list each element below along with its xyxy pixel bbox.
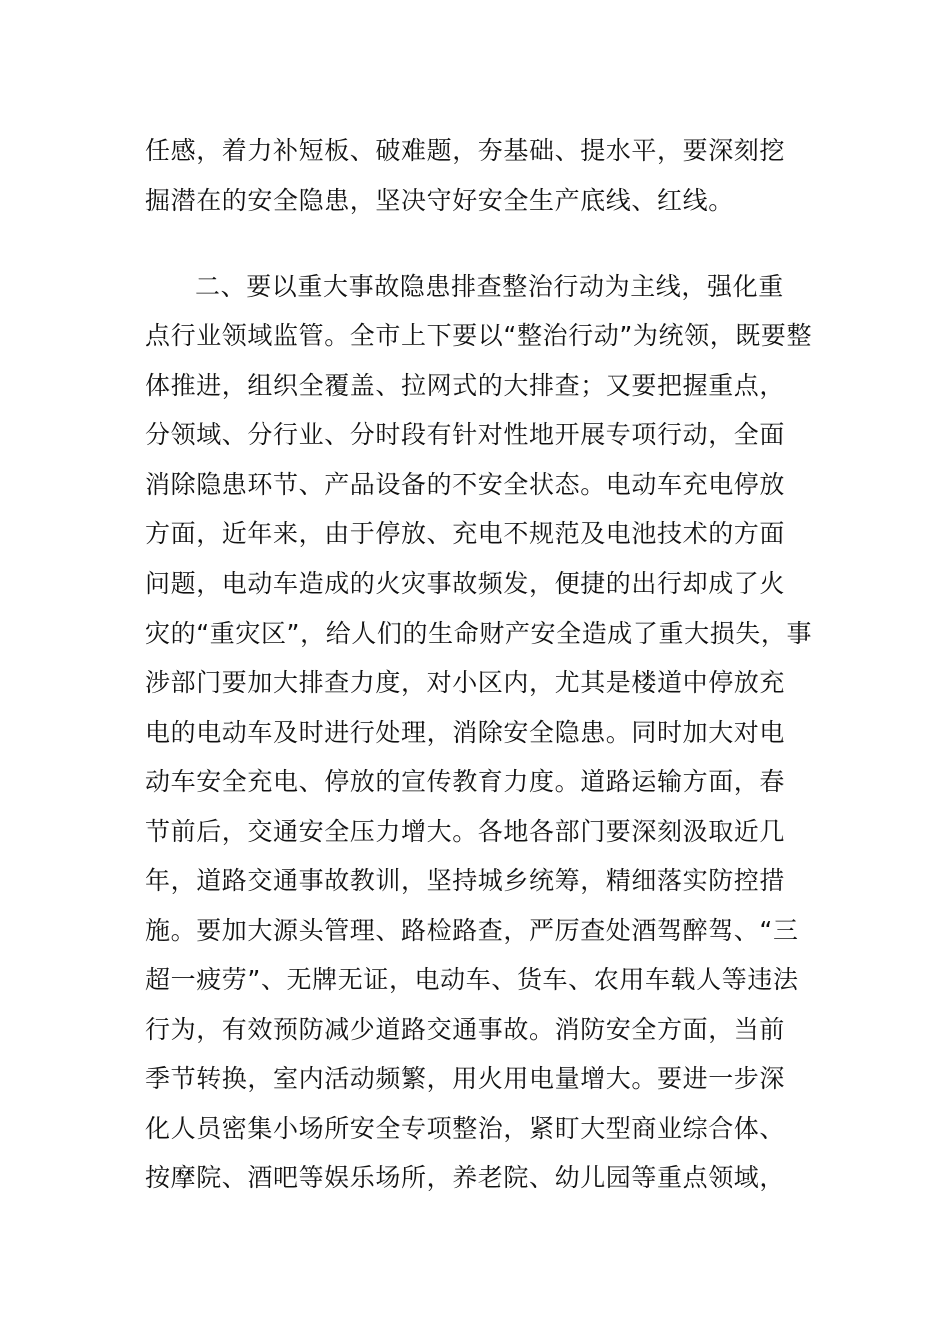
paragraph-2-line-8: 灾的“重灾区”，给人们的生命财产安全造成了重大损失，事 <box>145 619 813 648</box>
paragraph-2-line-15: 超一疲劳”、无牌无证，电动车、货车、农用车载人等违法 <box>145 965 799 994</box>
paragraph-2-line-4: 分领域、分行业、分时段有针对性地开展专项行动，全面 <box>145 420 786 449</box>
paragraph-2-line-5: 消除隐患环节、产品设备的不安全状态。电动车充电停放 <box>145 470 786 499</box>
paragraph-2-line-1: 二、要以重大事故隐患排查整治行动为主线，强化重 <box>195 272 784 301</box>
paragraph-2-line-19: 按摩院、酒吧等娱乐场所，养老院、幼儿园等重点领域， <box>145 1163 786 1192</box>
paragraph-2-line-14: 施。要加大源头管理、路检路查，严厉查处酒驾醉驾、“三 <box>145 916 799 945</box>
paragraph-2-line-13: 年，道路交通事故教训，坚持城乡统筹，精细落实防控措 <box>145 866 786 895</box>
paragraph-2-line-18: 化人员密集小场所安全专项整治，紧盯大型商业综合体、 <box>145 1114 786 1143</box>
paragraph-2-line-9: 涉部门要加大排查力度，对小区内，尤其是楼道中停放充 <box>145 668 786 697</box>
paragraph-1-line-1: 任感，着力补短板、破难题，夯基础、提水平，要深刻挖 <box>145 136 786 165</box>
paragraph-2-line-12: 节前后，交通安全压力增大。各地各部门要深刻汲取近几 <box>145 817 786 846</box>
paragraph-2-line-7: 问题，电动车造成的火灾事故频发，便捷的出行却成了火 <box>145 569 786 598</box>
paragraph-2-line-6: 方面，近年来，由于停放、充电不规范及电池技术的方面 <box>145 519 786 548</box>
paragraph-2-line-10: 电的电动车及时进行处理，消除安全隐患。同时加大对电 <box>145 718 786 747</box>
paragraph-2-line-2: 点行业领域监管。全市上下要以“整治行动”为统领，既要整 <box>145 321 813 350</box>
paragraph-2-line-16: 行为，有效预防减少道路交通事故。消防安全方面，当前 <box>145 1015 786 1044</box>
paragraph-2-line-11: 动车安全充电、停放的宣传教育力度。道路运输方面，春 <box>145 767 786 796</box>
paragraph-2-line-17: 季节转换，室内活动频繁，用火用电量增大。要进一步深 <box>145 1064 786 1093</box>
paragraph-2-line-3: 体推进，组织全覆盖、拉网式的大排查；又要把握重点， <box>145 371 786 400</box>
paragraph-1-line-2: 掘潜在的安全隐患，坚决守好安全生产底线、红线。 <box>145 186 734 215</box>
